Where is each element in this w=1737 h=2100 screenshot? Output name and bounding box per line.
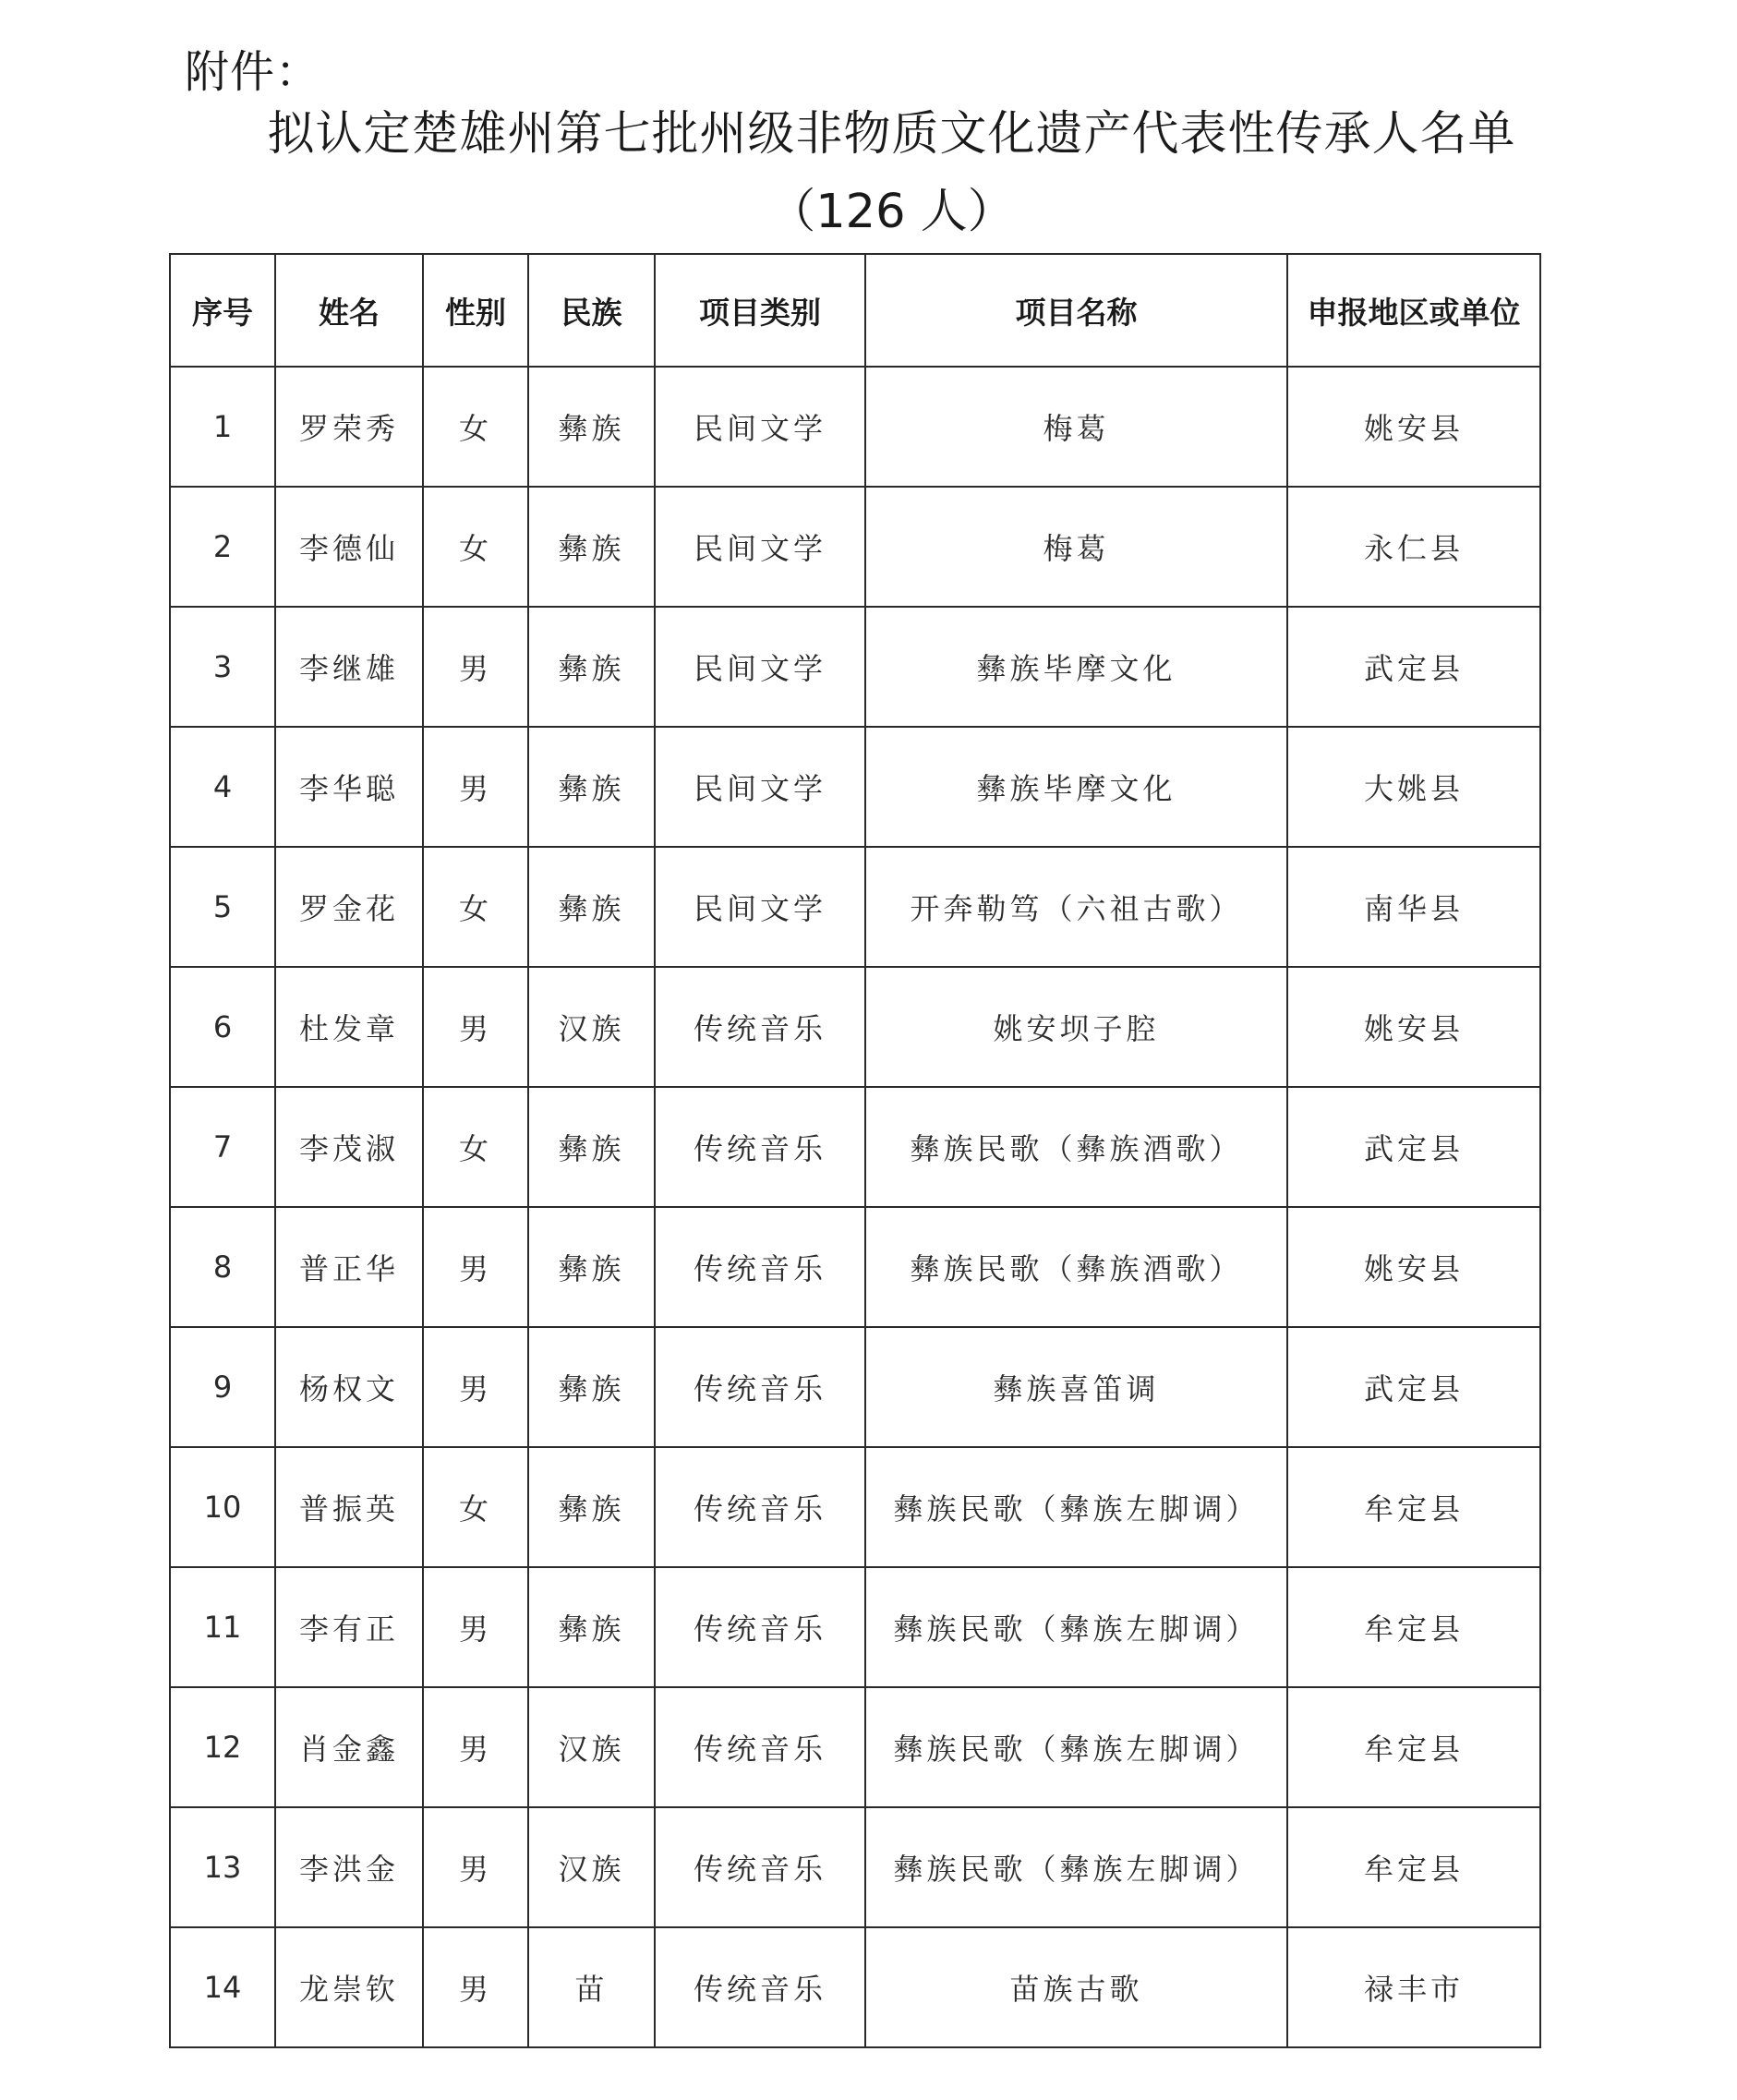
cell-category: 民间文学 [655, 487, 865, 607]
cell-name: 罗金花 [275, 847, 423, 967]
cell-project: 彝族民歌（彝族左脚调） [865, 1807, 1287, 1927]
cell-region: 牟定县 [1287, 1567, 1540, 1687]
cell-ethnicity: 彝族 [528, 847, 655, 967]
column-header-ethnicity: 民族 [528, 254, 655, 367]
cell-gender: 女 [423, 1087, 528, 1207]
column-header-name: 姓名 [275, 254, 423, 367]
column-header-project: 项目名称 [865, 254, 1287, 367]
cell-region: 永仁县 [1287, 487, 1540, 607]
cell-ethnicity: 彝族 [528, 367, 655, 487]
cell-category: 民间文学 [655, 367, 865, 487]
cell-name: 李洪金 [275, 1807, 423, 1927]
cell-gender: 男 [423, 1567, 528, 1687]
cell-gender: 男 [423, 1327, 528, 1447]
cell-ethnicity: 彝族 [528, 727, 655, 847]
column-header-gender: 性别 [423, 254, 528, 367]
cell-index: 14 [170, 1927, 275, 2047]
cell-project: 彝族民歌（彝族左脚调） [865, 1567, 1287, 1687]
cell-index: 11 [170, 1567, 275, 1687]
cell-region: 禄丰市 [1287, 1927, 1540, 2047]
column-header-category: 项目类别 [655, 254, 865, 367]
cell-ethnicity: 汉族 [528, 967, 655, 1087]
cell-name: 肖金鑫 [275, 1687, 423, 1807]
table-row [170, 1327, 1540, 1447]
cell-region: 牟定县 [1287, 1807, 1540, 1927]
cell-region: 武定县 [1287, 607, 1540, 727]
cell-category: 传统音乐 [655, 1567, 865, 1687]
cell-name: 罗荣秀 [275, 367, 423, 487]
cell-category: 传统音乐 [655, 1087, 865, 1207]
cell-name: 杜发章 [275, 967, 423, 1087]
cell-region: 牟定县 [1287, 1687, 1540, 1807]
cell-category: 民间文学 [655, 847, 865, 967]
table-row [170, 1087, 1540, 1207]
cell-index: 7 [170, 1087, 275, 1207]
cell-gender: 男 [423, 1687, 528, 1807]
cell-ethnicity: 苗 [528, 1927, 655, 2047]
cell-project: 彝族民歌（彝族左脚调） [865, 1447, 1287, 1567]
cell-category: 传统音乐 [655, 1687, 865, 1807]
cell-category: 传统音乐 [655, 1447, 865, 1567]
table-row [170, 967, 1540, 1087]
cell-gender: 女 [423, 367, 528, 487]
table-row [170, 1567, 1540, 1687]
cell-gender: 男 [423, 967, 528, 1087]
cell-category: 传统音乐 [655, 1807, 865, 1927]
cell-ethnicity: 彝族 [528, 1327, 655, 1447]
cell-category: 传统音乐 [655, 967, 865, 1087]
table-row [170, 1687, 1540, 1807]
cell-index: 10 [170, 1447, 275, 1567]
cell-index: 2 [170, 487, 275, 607]
cell-name: 李德仙 [275, 487, 423, 607]
cell-index: 13 [170, 1807, 275, 1927]
cell-index: 6 [170, 967, 275, 1087]
cell-project: 彝族民歌（彝族酒歌） [865, 1207, 1287, 1327]
cell-category: 传统音乐 [655, 1327, 865, 1447]
table-row [170, 487, 1540, 607]
cell-gender: 男 [423, 1207, 528, 1327]
cell-index: 12 [170, 1687, 275, 1807]
cell-region: 姚安县 [1287, 967, 1540, 1087]
table-row [170, 1807, 1540, 1927]
cell-index: 4 [170, 727, 275, 847]
table-row [170, 1927, 1540, 2047]
cell-ethnicity: 汉族 [528, 1807, 655, 1927]
cell-name: 李继雄 [275, 607, 423, 727]
cell-region: 武定县 [1287, 1327, 1540, 1447]
column-header-index: 序号 [170, 254, 275, 367]
cell-ethnicity: 彝族 [528, 487, 655, 607]
cell-category: 民间文学 [655, 607, 865, 727]
cell-index: 1 [170, 367, 275, 487]
cell-project: 彝族毕摩文化 [865, 607, 1287, 727]
cell-project: 梅葛 [865, 367, 1287, 487]
cell-ethnicity: 彝族 [528, 1447, 655, 1567]
cell-name: 普振英 [275, 1447, 423, 1567]
cell-gender: 女 [423, 847, 528, 967]
cell-project: 彝族毕摩文化 [865, 727, 1287, 847]
cell-name: 龙崇钦 [275, 1927, 423, 2047]
cell-gender: 男 [423, 1807, 528, 1927]
cell-category: 民间文学 [655, 727, 865, 847]
cell-project: 彝族民歌（彝族左脚调） [865, 1687, 1287, 1807]
cell-region: 南华县 [1287, 847, 1540, 967]
cell-ethnicity: 彝族 [528, 1207, 655, 1327]
cell-project: 姚安坝子腔 [865, 967, 1287, 1087]
table-row [170, 1207, 1540, 1327]
cell-region: 牟定县 [1287, 1447, 1540, 1567]
table-row [170, 1447, 1540, 1567]
table-body [170, 367, 1540, 2047]
cell-project: 梅葛 [865, 487, 1287, 607]
cell-gender: 女 [423, 487, 528, 607]
cell-index: 5 [170, 847, 275, 967]
cell-region: 姚安县 [1287, 367, 1540, 487]
table-row [170, 607, 1540, 727]
cell-gender: 男 [423, 1927, 528, 2047]
cell-gender: 男 [423, 727, 528, 847]
table-row [170, 847, 1540, 967]
table-header-row [170, 254, 1540, 367]
cell-project: 彝族民歌（彝族酒歌） [865, 1087, 1287, 1207]
cell-index: 9 [170, 1327, 275, 1447]
table-row [170, 367, 1540, 487]
cell-region: 武定县 [1287, 1087, 1540, 1207]
cell-ethnicity: 彝族 [528, 1567, 655, 1687]
cell-category: 传统音乐 [655, 1207, 865, 1327]
table-row [170, 727, 1540, 847]
cell-ethnicity: 汉族 [528, 1687, 655, 1807]
cell-name: 李华聪 [275, 727, 423, 847]
cell-gender: 女 [423, 1447, 528, 1567]
cell-project: 苗族古歌 [865, 1927, 1287, 2047]
cell-region: 大姚县 [1287, 727, 1540, 847]
cell-index: 3 [170, 607, 275, 727]
document-title: 拟认定楚雄州第七批州级非物质文化遗产代表性传承人名单 [267, 107, 1516, 162]
cell-name: 杨权文 [275, 1327, 423, 1447]
cell-name: 普正华 [275, 1207, 423, 1327]
inheritor-table [169, 253, 1541, 2048]
cell-name: 李有正 [275, 1567, 423, 1687]
cell-index: 8 [170, 1207, 275, 1327]
cell-gender: 男 [423, 607, 528, 727]
cell-region: 姚安县 [1287, 1207, 1540, 1327]
column-header-region: 申报地区或单位 [1287, 254, 1540, 367]
attachment-label: 附件： [185, 46, 321, 98]
cell-project: 开奔勒笃（六祖古歌） [865, 847, 1287, 967]
document-count: （126 人） [768, 185, 1015, 239]
cell-ethnicity: 彝族 [528, 607, 655, 727]
cell-ethnicity: 彝族 [528, 1087, 655, 1207]
cell-project: 彝族喜笛调 [865, 1327, 1287, 1447]
cell-name: 李茂淑 [275, 1087, 423, 1207]
cell-category: 传统音乐 [655, 1927, 865, 2047]
